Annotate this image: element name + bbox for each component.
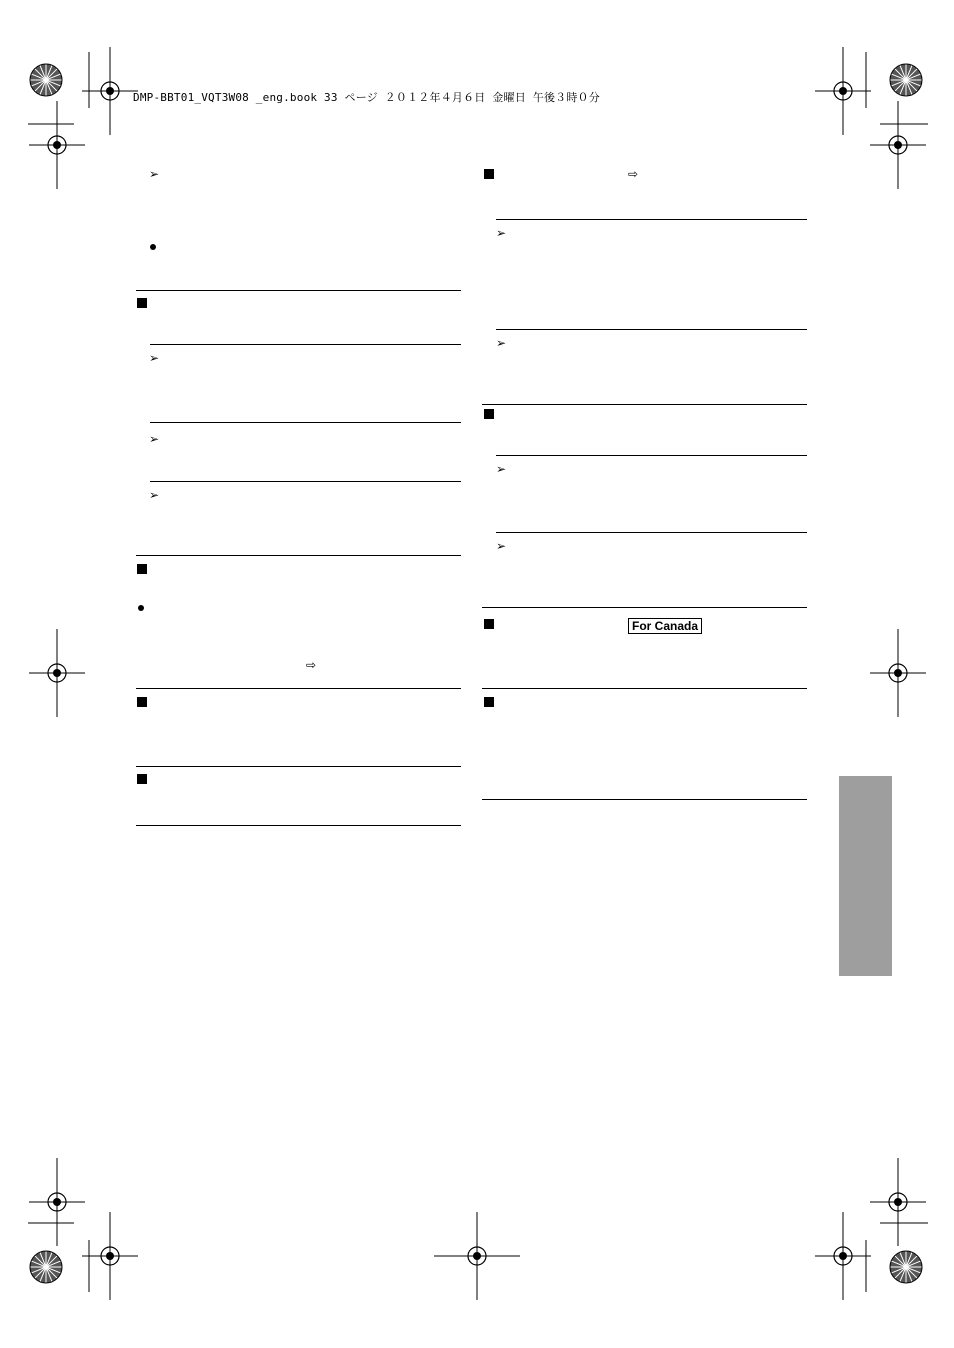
arrowhead-icon: ➢ (149, 167, 160, 181)
crosshair-registration-icon (82, 1212, 138, 1300)
crosshair-registration-icon (29, 1158, 85, 1246)
crosshair-registration-icon (82, 47, 138, 135)
item-divider (496, 455, 807, 456)
item-divider (150, 344, 461, 345)
section-divider (482, 799, 807, 800)
starburst-target-icon (30, 64, 62, 96)
square-bullet-icon (484, 409, 494, 419)
square-bullet-icon (137, 697, 147, 707)
section-divider (136, 825, 461, 826)
item-divider (150, 422, 461, 423)
square-bullet-icon (137, 564, 147, 574)
starburst-target-icon (30, 1251, 62, 1283)
item-divider (496, 329, 807, 330)
arrowhead-icon: ➢ (496, 226, 507, 240)
hollow-arrow-icon: ⇨ (628, 167, 639, 181)
section-divider (136, 555, 461, 556)
arrowhead-icon: ➢ (496, 462, 507, 476)
square-bullet-icon (484, 619, 494, 629)
crosshair-registration-icon (870, 1158, 926, 1246)
crosshair-registration-icon (29, 101, 85, 189)
section-divider (136, 688, 461, 689)
dot-icon (138, 605, 144, 611)
starburst-target-icon (890, 1251, 922, 1283)
crosshair-registration-icon (870, 629, 926, 717)
section-divider (482, 404, 807, 405)
crosshair-registration-icon (815, 1212, 871, 1300)
file-info-header: DMP-BBT01_VQT3W08 _eng.book 33 ページ ２０１２年４月６日 金曜日 午後３時０分 (133, 91, 600, 104)
item-divider (496, 219, 807, 220)
arrowhead-icon: ➢ (149, 351, 160, 365)
section-divider (482, 688, 807, 689)
starburst-target-icon (890, 64, 922, 96)
arrowhead-icon: ➢ (149, 488, 160, 502)
item-divider (150, 481, 461, 482)
arrowhead-icon: ➢ (496, 336, 507, 350)
item-divider (496, 532, 807, 533)
crosshair-registration-icon (815, 47, 871, 135)
for-canada-badge: For Canada (628, 618, 702, 634)
arrowhead-icon: ➢ (149, 432, 160, 446)
square-bullet-icon (137, 298, 147, 308)
hollow-arrow-icon: ⇨ (306, 658, 317, 672)
section-divider (482, 607, 807, 608)
section-divider (136, 290, 461, 291)
dot-icon (150, 244, 156, 250)
crosshair-registration-icon (870, 101, 926, 189)
arrowhead-icon: ➢ (496, 539, 507, 553)
side-tab (839, 776, 892, 976)
crosshair-registration-icon (29, 629, 85, 717)
square-bullet-icon (484, 169, 494, 179)
square-bullet-icon (484, 697, 494, 707)
section-divider (136, 766, 461, 767)
square-bullet-icon (137, 774, 147, 784)
